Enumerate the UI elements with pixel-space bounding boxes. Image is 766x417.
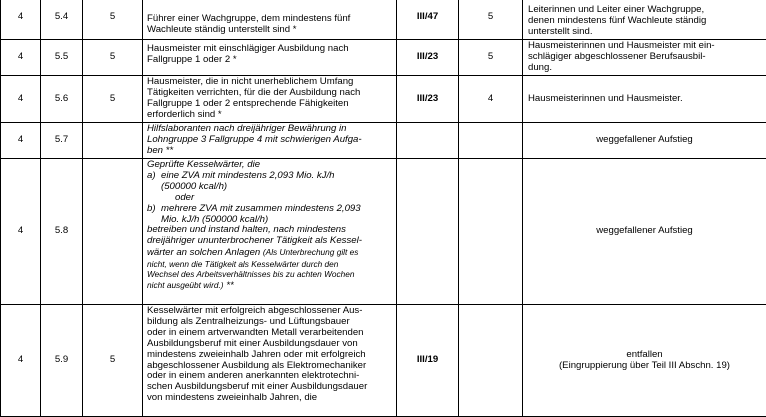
desc-line: Ausbildungsberuf mit einer Ausbildungsdauer von <box>147 339 392 350</box>
right-line: entfallen <box>527 350 762 361</box>
right-line: weggefallener Aufstieg <box>527 135 762 146</box>
cell-reference: III/47 <box>397 0 459 40</box>
cell-reference <box>397 123 459 159</box>
cell-group-old <box>83 159 143 305</box>
cell-group-old: 5 <box>83 76 143 123</box>
right-line: denen mindestens fünf Wachleute ständig <box>528 16 761 27</box>
right-line: unterstellt sind. <box>528 27 761 38</box>
desc-line: Hilfslaboranten nach dreijähriger Bewährung in <box>147 124 392 135</box>
sub-item-label: b) <box>147 204 161 215</box>
desc-line: Hausmeister mit einschlägiger Ausbildung nach <box>147 44 392 55</box>
table-row <box>1 123 766 159</box>
right-line: Hausmeisterinnen und Hausmeister. <box>528 94 761 105</box>
desc-line: Tätigkeiten verrichten, für die der Ausbildung nach <box>147 88 392 99</box>
desc-line <box>147 280 392 292</box>
right-line: Hausmeisterinnen und Hausmeister mit ein- <box>528 41 761 52</box>
sub-item-label: a) <box>147 171 161 182</box>
cell-number: 5.7 <box>41 123 83 159</box>
desc-line: ben ** <box>147 146 392 157</box>
cell-group-old: 5 <box>83 305 143 417</box>
desc-line: oder <box>147 193 392 204</box>
cell-number: 5.5 <box>41 40 83 76</box>
right-line: (Eingruppierung über Teil III Abschn. 19) <box>527 361 762 372</box>
desc-line: von mindestens zweieinhalb Jahren, die <box>147 393 392 404</box>
cell-number: 5.4 <box>41 0 83 40</box>
cell-new-description <box>523 76 766 123</box>
desc-line: mehrere ZVA mit zusammen mindestens 2,093 <box>161 204 361 215</box>
cell-reference: III/19 <box>397 305 459 417</box>
desc-line: Fallgruppe 1 oder 2 entsprechende Fähigkeiten <box>147 99 392 110</box>
cell-level: 5 <box>459 40 523 76</box>
cell-reference: III/23 <box>397 76 459 123</box>
desc-line: Wachleute ständig unterstellt sind * <box>147 25 392 36</box>
table-row <box>1 305 766 417</box>
cell-new-description <box>523 123 766 159</box>
cell-level: 4 <box>459 76 523 123</box>
desc-line: oder in einem artverwandten Metall verarbeitenden <box>147 328 392 339</box>
desc-line: dreijähriger ununterbrochener Tätigkeit als Kessel- <box>147 236 392 247</box>
cell-description <box>143 159 397 305</box>
cell-group: 4 <box>1 159 41 305</box>
desc-line: eine ZVA mit mindestens 2,093 Mio. kJ/h <box>161 171 334 182</box>
desc-line: Fallgruppe 1 oder 2 * <box>147 55 392 66</box>
desc-line: mindestens zweieinhalb Jahren oder mit erfolgreich <box>147 350 392 361</box>
desc-line: Mio. kJ/h (500000 kcal/h) <box>147 215 392 226</box>
right-line: Leiterinnen und Leiter einer Wachgruppe, <box>528 5 761 16</box>
desc-line: Geprüfte Kesselwärter, die <box>147 160 392 171</box>
cell-description <box>143 305 397 417</box>
cell-level <box>459 123 523 159</box>
cell-reference <box>397 159 459 305</box>
cell-level <box>459 305 523 417</box>
desc-note: Wechsel des Arbeitsverhältnisses bis zu achten Wochen <box>147 269 392 279</box>
cell-description <box>143 123 397 159</box>
cell-number: 5.8 <box>41 159 83 305</box>
desc-line: abgeschlossener Ausbildung als Elektromechaniker <box>147 361 392 372</box>
table-row <box>1 0 766 40</box>
cell-new-description <box>523 305 766 417</box>
cell-description <box>143 40 397 76</box>
cell-group: 4 <box>1 40 41 76</box>
cell-description <box>143 0 397 40</box>
cell-new-description <box>523 0 766 40</box>
cell-new-description <box>523 159 766 305</box>
desc-fragment: ** <box>224 280 234 291</box>
desc-line: oder in einem anderen anerkannten elektrotechni- <box>147 371 392 382</box>
cell-number: 5.9 <box>41 305 83 417</box>
desc-line: schen Ausbildungsberuf mit einer Ausbildungsdauer <box>147 382 392 393</box>
cell-reference: III/23 <box>397 40 459 76</box>
right-line: schlägiger abgeschlossener Berufsausbil- <box>528 52 761 63</box>
desc-line: Lohngruppe 3 Fallgruppe 4 mit schwierigen Aufga- <box>147 135 392 146</box>
cell-group: 4 <box>1 0 41 40</box>
table-row <box>1 40 766 76</box>
desc-line: erforderlich sind * <box>147 110 392 121</box>
desc-note: nicht, wenn die Tätigkeit als Kesselwärter durch den <box>147 259 392 269</box>
desc-line: bildung als Zentralheizungs- und Lüftungsbauer <box>147 317 392 328</box>
cell-number: 5.6 <box>41 76 83 123</box>
cell-level <box>459 159 523 305</box>
desc-line: betreiben und instand halten, nach mindestens <box>147 225 392 236</box>
desc-line: Führer einer Wachgruppe, dem mindestens fünf <box>147 14 392 25</box>
desc-note: nicht ausgeübt wird.) <box>147 280 224 290</box>
table-row <box>1 159 766 305</box>
right-line: weggefallener Aufstieg <box>527 226 762 237</box>
cell-new-description <box>523 40 766 76</box>
cell-group: 4 <box>1 123 41 159</box>
desc-line: Kesselwärter mit erfolgreich abgeschlossener Aus- <box>147 306 392 317</box>
cell-group-old: 5 <box>83 40 143 76</box>
right-line: dung. <box>528 63 761 74</box>
desc-fragment: wärter an solchen Anlagen <box>147 247 260 258</box>
desc-line: (500000 kcal/h) <box>147 182 392 193</box>
cell-group: 4 <box>1 76 41 123</box>
desc-line: Hausmeister, die in nicht unerheblichem Umfang <box>147 77 392 88</box>
cell-group-old <box>83 123 143 159</box>
cell-group: 4 <box>1 305 41 417</box>
cell-group-old: 5 <box>83 0 143 40</box>
cell-level: 5 <box>459 0 523 40</box>
desc-line <box>147 247 392 259</box>
desc-note: (Als Unterbrechung gilt es <box>263 247 358 257</box>
sub-item-b <box>147 204 392 215</box>
table-row <box>1 76 766 123</box>
cell-description <box>143 76 397 123</box>
